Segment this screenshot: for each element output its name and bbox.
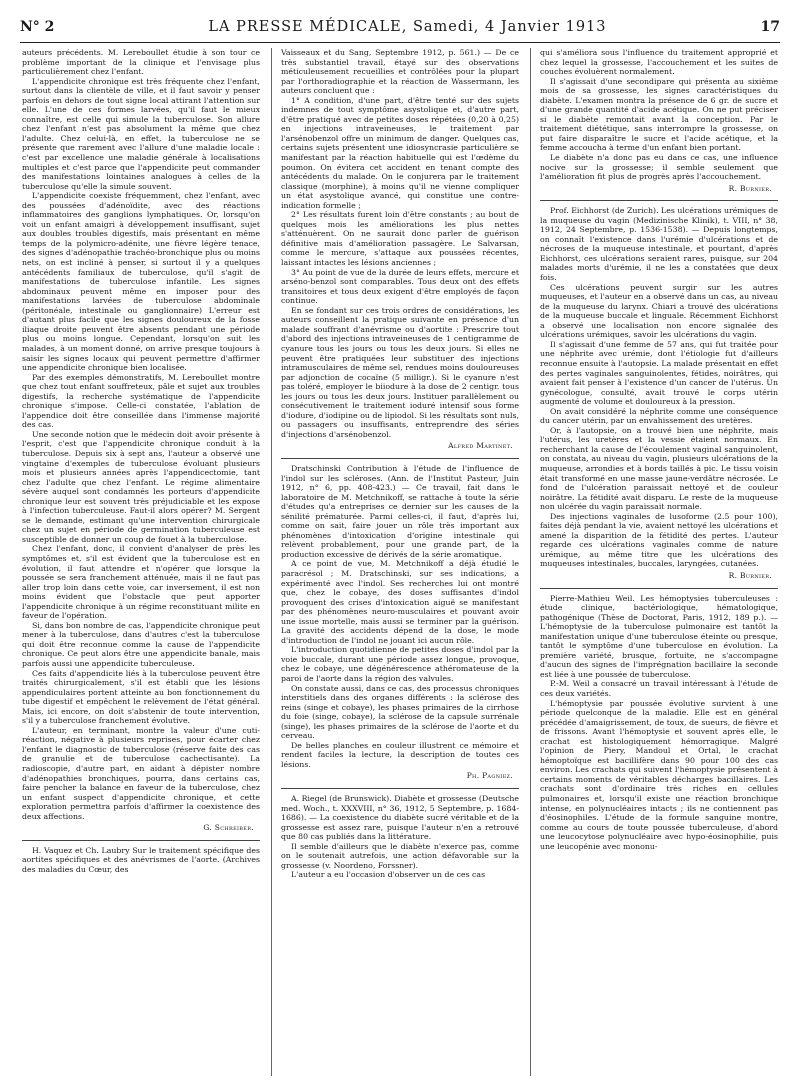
article-heading: A. Riegel (de Brunswick). Diabète et grossesse (Deutsche med. Woch., t. XXXVIII, n° 36, 1912, 5 Septembre, p. 1684-1686). — La coexistence du diabète sucré véritable et de la grossesse est assez rare, puisque l'auteur n'en a retrouvé que 80 cas publiés dans la littérature. xyxy=(281,794,519,842)
paragraph: qui s'améliora sous l'influence du traitement approprié et chez lequel la grossesse, l'accouchement et les suites de couches évoluèrent normalement. xyxy=(540,48,778,77)
paragraph: L'appendicite coexiste fréquemment, chez l'enfant, avec des poussées d'adénoïdite, avec des réactions inflammatoires des ganglions lymphatiques. Or, lorsqu'on voit un enfant amaigri à développement insuffisant, sujet aux doubles troubles digestifs, mais présentant en même temps de la polymicro-adénite, une fièvre légère tenace, des signes d'adénopathie trachéo-bronchique plus ou moins nets, on est incliné à penser, si surtout il y a quelques antécédents familiaux de tuberculose, qu'il s'agit de manifestations de tuberculose infantile. Les signes abdominaux peuvent même en imposer pour des manifestations larvées de tuberculose abdominale (péritonéale, intestinale ou ganglionnaire) L'erreur est d'autant plus facile que les signes douloureux de la fosse iliaque droite peuvent être absents pendant une période plus ou moins longue. Cependant, lorsqu'on suit les malades, à un moment donné, on arrive presque toujours à saisir les signes locaux qui peuvent permettre d'affirmer une appendicite chronique bien localisée. xyxy=(22,191,260,373)
paragraph: Le diabète n'a donc pas eu dans ce cas, une influence nocive sur la grossesse; il semble seulement que l'amélioration fit plus de progrès après l'accouchement. xyxy=(540,153,778,182)
paragraph: Or, à l'autopsie, on a trouvé bien une néphrite, mais l'utérus, les uretères et la vessie étaient normaux. En recherchant la cause de l'écoulement vaginal sanguinolent, on constata, au niveau du vagin, plusieurs ulcérations de la muqueuse, arrondies et à bords taillés à pic. Le tissu voisin était transformé en une masse jaune-verdâtre nécrosée. Le fond de l'ulcération paraissait nettoyé et de couleur noirâtre. La fétidité avait disparu. Le reste de la muqueuse non ulcérée du vagin paraissait normale. xyxy=(540,425,778,512)
column-rule-1 xyxy=(271,48,272,1076)
paragraph: Ces faits d'appendicite liés à la tuberculose peuvent être traités chirurgicalement, s'il est établi que les lésions appendiculaires portent atteinte au bon fonctionnement du tube digestif et empêchent le relèvement de l'état général. Mais, ici encore, on doit s'abstenir de toute intervention, s'il y a tuberculose franchement évolutive. xyxy=(22,668,260,726)
paragraph: On avait considéré la néphrite comme une conséquence du cancer utérin, par un envahissement des uretères. xyxy=(540,406,778,426)
page-header xyxy=(20,12,780,43)
paragraph: 1° A condition, d'une part, d'être tenté sur des sujets indemnes de tout symptôme asystolique et, d'autre part, d'être pratiqué avec de petites doses répétées (0,20 à 0,25) en injections intraveineuses, le traitement par l'arsénobenzol offre un minimum de danger. Quelques cas, certains sujets présentent une idiosyncrasie particulière se manifestant par la réaction habituelle qui est l'œdème du poumon. On évitera cet accident en tenant compte des antécédents du malade. On le conjurera par le traitement classique (morphine), à moins qu'il ne vienne compliquer un état asystolique avancé, qui constitue une contre-indication formelle ; xyxy=(281,95,519,210)
article-block xyxy=(281,788,519,842)
paragraph: Par des exemples démonstratifs, M. Lereboullet montre que chez tout enfant souffreteux, pâle et sujet aux troubles digestifs, la recherche systématique de l'appendicite chronique s'impose. Celle-ci constatée, l'ablation de l'appendice doit être conseillée dans l'immense majorité des cas. xyxy=(22,372,260,430)
paragraph: Il s'agissait d'une femme de 57 ans, qui fut traitée pour une néphrite avec urémie, dont l'étiologie fut d'ailleurs reconnue ensuite à l'autopsie. La malade présentait en effet des pertes vaginales sanguinolentes, fétides, noirâtres, qui avaient fait penser à l'existence d'un cancer de l'utérus. Un gynécologue, consulté, avait trouvé le corps utérin augmenté de volume et douloureux à la pression. xyxy=(540,339,778,407)
paragraph: P.-M. Weil a consacré un travail intéressant à l'étude de ces deux variétés. xyxy=(540,679,778,698)
author-signature: Ph. Pagniez. xyxy=(466,771,513,781)
paragraph: L'auteur a eu l'occasion d'observer un de ces cas xyxy=(291,870,486,880)
paragraph: En se fondant sur ces trois ordres de considérations, les auteurs conseillent la pratique suivante en présence d'un malade souffrant d'anévrisme ou d'aortite : Prescrire tout d'abord des injections intraveineuses de 1 centigramme de cyanure tous les jours ou tous les deux jours. Si elles ne peuvent être pratiquées leur substituer des injections intramusculaires de même sel, rendues moins douloureuses par adjonction de cocaïne (5 milligr.). Si le cyanure n'est pas toléré, employer le biiodure à la dose de 2 centigr. tous les jours ou tous les deux jours. Instituer parallèlement ou consécutivement le traitement ioduré intensif sous forme d'iodure, d'iodipine ou de lipiodol. Si les résultats sont nuls, ou passagers ou insuffisants, entreprendre des séries d'injections d'arsénobenzol. xyxy=(281,305,519,439)
paragraph: Vaisseaux et du Sang, Septembre 1912, p. 561.) — De ce très substantiel travail, étayé sur des observations méticuleusement recueillies et contrôlées pour la plupart par l'orthoradiographie et la réaction de Wassermann, les auteurs concluent que : xyxy=(281,48,519,96)
paragraph: 2° Les résultats furent loin d'être constants ; au bout de quelques mois les améliorations les plus nettes s'atténuèrent. On ne saurait donc parler de guérison définitive mais d'amélioration passagère. Le Salvarsan, comme le mercure, s'attaque aux poussées récentes, laissant intactes les lésions anciennes ; xyxy=(281,210,519,268)
column-1 xyxy=(22,48,260,1076)
column-rule-2 xyxy=(530,48,531,1076)
paragraph: auteurs précédents. M. Lereboullet étudie à son tour ce problème important de la clinique et l'envisage plus particulièrement chez l'enfant. xyxy=(22,48,260,77)
author-signature: R. Burnier. xyxy=(728,570,772,580)
article-block xyxy=(540,200,778,282)
paragraph: De belles planches en couleur illustrent ce mémoire et rendent faciles la lecture, la description de toutes ces lésions. xyxy=(281,740,519,769)
author-signature: G. Schreiber. xyxy=(203,823,254,833)
paragraph: Si, dans bon nombre de cas, l'appendicite chronique peut mener à la tuberculose, dans d'autres c'est la tuberculose qui doit être reconnue comme la cause de l'appendicite chronique. Ce peut alors être une appendicite banale, mais parfois aussi une appendicite tuberculeuse. xyxy=(22,620,260,668)
column-2 xyxy=(281,48,519,1076)
article-heading: Pierre-Mathieu Weil. Les hémoptysies tuberculeuses : étude clinique, bactériologique, hématologique, pathogénique (Thèse de Doctorat, Paris, 1912, 189 p.). — L'hémoptysie de la tuberculose pulmonaire est tantôt la manifestation unique d'une tuberculose éteinte ou presque, tantôt le symptôme d'une tuberculose en évolution. La première variété, brusque, fortuite, ne s'accompagne d'aucun des signes de l'imprégnation bacillaire la seconde est liée à une poussée de tuberculose. xyxy=(540,593,778,679)
paragraph: Chez l'enfant, donc, il convient d'analyser de près les symptômes et, s'il est évident que la tuberculose est en évolution, il faut attendre et n'opérer que lorsque la poussée se sera franchement atténuée, mais il ne faut pas aller trop loin dans cette voie, car inversement, il est non moins évident que l'obstacle que peut apporter l'appendicite chronique à un régime reconstituant milite en faveur de l'opération. xyxy=(22,544,260,621)
article-block xyxy=(22,840,260,875)
paragraph: 3° Au point de vue de la durée de leurs effets, mercure et arséno-benzol sont comparables. Tous deux ont des effets transitoires et tous deux exigent d'être employés de façon continue. xyxy=(281,267,519,306)
paragraph: L'appendicite chronique est très fréquente chez l'enfant, surtout dans la clientèle de ville, et il faut savoir y penser parfois en dehors de tout signe local attirant l'attention sur elle. L'une de ces formes larvées, qu'il faut le mieux connaître, est celle qui simule la tuberculose. Son allure chez l'enfant n'est pas absolument la même que chez l'adulte. Chez celui-là, en effet, la tuberculose ne se présente que rarement avec l'allure d'une maladie locale : c'est par excellence une maladie générale à localisations multiples et c'est parce que l'appendicite peut commander des manifestations lointaines analogues à celles de la tuberculose qu'elle la simule souvent. xyxy=(22,76,260,191)
paragraph: Une seconde notion que le médecin doit avoir présente à l'esprit, c'est que l'appendicite chronique conduit à la tuberculose. Depuis six à sept ans, l'auteur a observé une vingtaine d'exemples de tuberculose évoluant plusieurs mois et plusieurs années après l'appendicectomie, tant chez l'adulte que chez l'enfant. Le régime alimentaire sévère auquel sont condamnés les porteurs d'appendicite chronique leur est souvent très préjudiciable et les expose à l'infection tuberculeuse. Faut-il alors opérer? M. Sergent se le demande, estimant qu'une intervention chirurgicale chez un sujet en période de germination tuberculeuse est susceptible de donner un coup de fouet à la tuberculose. xyxy=(22,429,260,544)
paragraph: L'introduction quotidienne de petites doses d'indol par la voie buccale, durant une période assez longue, provoque, chez le cobaye, une dégénérescence athéromateuse de la paroi de l'aorte dans la région des valvules. xyxy=(281,645,519,683)
article-heading: H. Vaquez et Ch. Laubry Sur le traitement spécifique des aortites spécifiques et des anévrismes de l'aorte. (Archives des maladies du Cœur, des xyxy=(22,845,260,874)
paragraph: Ces ulcérations peuvent surgir sur les autres muqueuses, et l'auteur en a observé dans un cas, au niveau de la muqueuse du larynx. Chiari a trouvé des ulcérations de la muqueuse buccale et linguale. Récemment Eichhorst a observé une localisation non encore signalée des ulcérations urémiques, savoir les ulcérations du vagin. xyxy=(540,282,778,340)
issue-number: N° 2 xyxy=(20,19,55,35)
page-number: 17 xyxy=(760,19,780,35)
paragraph: On constate aussi, dans ce cas, des processus chroniques interstitiels dans des organes différents : la sclérose des reins (singe et cobaye), les phases primaires de la cirrhose du foie (singe, cobaye), la sclérose de la capsule surrénale (singe), les phases primaires de la sclérose de l'aorte et du cerveau. xyxy=(281,683,519,741)
paragraph: Il s'agissait d'une secondipare qui présenta au sixième mois de sa grossesse, les signes caractéristiques du diabète. L'examen montra la présence de 6 gr. de sucre et d'une grande quantité d'acide acétique. On ne put préciser si le diabète remontait avant la conception. Par le traitement diététique, sans interrompre la grossesse, on put faire disparaître le sucre et l'acide acétique, et la femme accoucha à terme d'un enfant bien portant. xyxy=(540,76,778,153)
article-heading: Prof. Eichhorst (de Zurich). Les ulcérations urémiques de la muqueuse du vagin (Medizinische Klinik), t. VIII, n° 38, 1912, 24 Septembre, p. 1536-1538). — Depuis longtemps, on connaît l'existence dans l'urémie d'ulcérations et de nécroses de la muqueuse intestinale, et pourtant, d'après Eichhorst, ces ulcérations seraient rares, puisque, sur 204 malades morts d'urémie, il ne les a constatées que deux fois. xyxy=(540,206,778,283)
paragraph: Il semble d'ailleurs que le diabète n'exerce pas, comme on le soutenait autrefois, une action défavorable sur la grossesse (v. Noordeno, Forssner). xyxy=(281,841,519,870)
article-block xyxy=(281,458,519,559)
journal-title: LA PRESSE MÉDICALE, Samedi, 4 Janvier 1913 xyxy=(208,19,607,35)
article-heading: Dratschinski Contribution à l'étude de l'influence de l'indol sur les scléroses. (Ann. de l'Institut Pasteur, Juin 1912, n° 6, pp. 408-423.) — Ce travail, fait dans le laboratoire de M. Metchnikoff, se rattache à toute la série d'études qu'a entreprises ce dernier sur les causes de la sénilité prématurée. Parmi celles-ci, il faut, d'après lui, comme on sait, faire jouer un rôle très important aux phénomènes d'intoxication d'origine intestinale qui relèvent probablement, pour une grande part, de la production excessive de dérivés de la série aromatique. xyxy=(281,463,519,559)
paragraph: L'hémoptysie par poussée évolutive survient à une période quelconque de la maladie. Elle est en général précédée d'amaigrissement, de toux, de sueurs, de fièvre et de frissons. Avant l'hémoptysie et souvent après elle, le crachat est histologiquement hémorragique. Malgré l'opinion de Piery, Mandoul et Ortal, le crachat hémoptoïque est bacillifère dans 90 pour 100 des cas environ. Les crachats qui suivent l'hémoptysie présentent à certains moments de véritables décharges bacillaires. Les crachats sont d'ordinaire très riches en cellules pulmonaires et, lorsqu'il existe une réaction bronchique intense, en polynucléaires intacts ; ils ne contiennent pas d'éosinophiles. L'étude de la formule sanguine montre, comme au cours de toute poussée tuberculeuse, d'abord une leucocytose polynucléaire avec hypo-éosinophilie, puis une leucopénie avec mononu- xyxy=(540,698,778,851)
author-signature: R. Burnier. xyxy=(728,183,772,193)
column-3 xyxy=(540,48,778,1076)
author-signature: Alfred Martinet. xyxy=(448,441,513,451)
article-block xyxy=(540,588,778,680)
paragraph: L'auteur, en terminant, montre la valeur d'une cuti-réaction, négative à plusieurs reprises, pour écarter chez l'enfant le diagnostic de tuberculose (réserve faite des cas de granulie et de tuberculose cachectisante). La radioscopie, d'autre part, en aidant à dépister nombre d'adénopathies bronchiques, pourra, dans certains cas, faire pencher la balance en faveur de la tuberculose, chez un enfant suspect d'appendicite chronique, et cette exploration permettra parfois d'affirmer la coexistence des deux affections. xyxy=(22,725,260,821)
paragraph: Des injections vaginales de lusoforme (2.5 pour 100), faites déjà pendant la vie, avaient nettoyé les ulcérations et amené la disparition de la fétidité des pertes. L'auteur regarde ces ulcérations vaginales comme de nature urémique, au même titre que les ulcérations des muqueuses intestinales, buccales, laryngées, cutanées. xyxy=(540,511,778,569)
paragraph: A ce point de vue, M. Metchnikoff a déjà étudié le paracrésol ; M. Dratschinski, sur ses indications, a expérimenté avec l'indol. Ses recherches lui ont montré que, chez le cobaye, des doses suffisantes d'indol provoquent des crises d'intoxication aiguë se manifestant par des phénomènes neuro-musculaires et pouvant avoir une issue mortelle, mais aussi se terminer par la guérison. La gravité des accidents dépend de la dose, le mode d'introduction de l'indol ne jouant ici aucun rôle. xyxy=(281,559,519,645)
